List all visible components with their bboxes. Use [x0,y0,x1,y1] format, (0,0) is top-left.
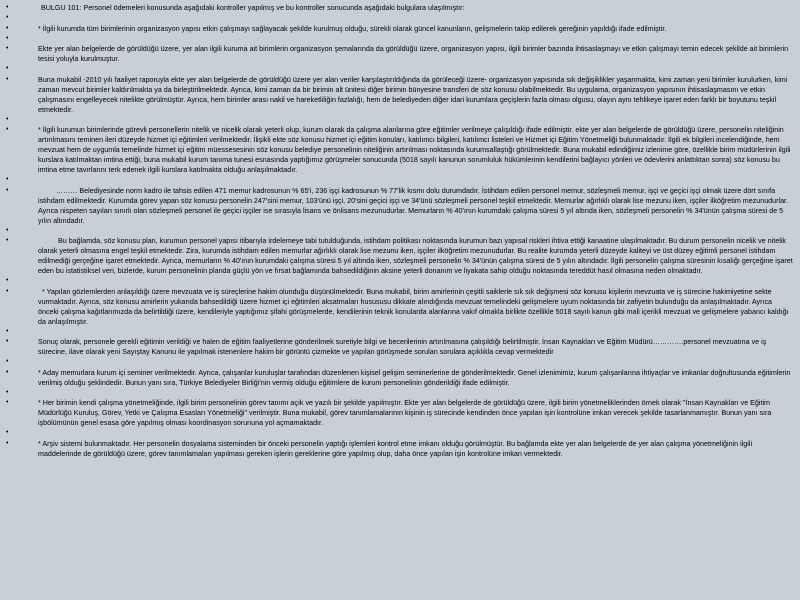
paragraph-text: * İlgili kurumun birimlerinde görevli personellerin nitelik ve nicelik olarak yeterli olup, kurum olarak da çalışma alanlarına göre eğitimler verilmeye çalışıldığı ifade edilmiştir. ekte yer alan belgelerde de görüldüğü üzere, personelin niteliğinin artırılmasını teminen ileri düzeyde hizmet içi eğitimleri verilmektedir. İlişikli ekte söz konusu hizmet içi eğitim konuları, katılımcı bilgileri, katılımcı listeleri ve Hizmet içi Eğitim Yönetmeliği bulunmaktadır. İlgili ek bilgileri incelendiğinde, hem mevzuat hem de uygumla temelinde hizmet içi eğitim müessesesinin söz konusu belediye personelinin niteliğinin artırılması noktasında kurumsallaştığı görülmektedir. Buna mukabil edindiğimiz izlenime göre, özellikle birim müdürlerinin ilgili kurslara katılmaktan imtina ettiği, buna mukabil kurum tanıma tunesi esnasında yaptığımız görüşmeler sonucunda (5018 sayılı kanunun sorumluluk hükümlerinin kendilerini bağlayıcı yönleri ve ödevlerini anlattıktan sonra) söz konusu bu imtina etme tavırlarını terk edenek ilgili kurslara katılmakta olduğu anlaşılmaktadır. [38,126,791,174]
bullet-icon: • [6,368,9,376]
list-item [6,388,794,399]
paragraph-text: ……… Belediyesinde norm kadro ile tahsis edilen 471 memur kadrosunun % 65'i, 236 işçi kadrosunun % 77'lik kısmı dolu durumdadır. İstihdam edilen personel memur, sözleşmeli memur, işçi ve geçici işçi olmak üzere dört sınıfa istihdam edilmektedir. Kurumda görev yapan söz konusu personelin 247'sini memur, 103'ünü işçi, 20'sini geçici işçi ve 34'ünü sözleşmeli personel teşkil etmektedir. Memurlar ağırlıklı olarak lise mezunu iken, işçiler ilköğretim mezunudurlar. Ayrıca nispeten sayıları sınırlı olan sözleşmeli personel ile geçici işçiler ise sırasıyla lisans ve önlisans mezunudurlar. Memurların % 40'ının kurumdaki çalışma süresi 5 yıl altında iken, sözleşmeli personelin % 34'ünün çalışma süresi de 5 yılın altındadır. [38,186,789,225]
list-item [6,175,794,186]
list-item [6,115,794,126]
bullet-icon: • [6,358,9,365]
list-item [6,186,794,226]
list-item [6,276,794,287]
bullet-icon: • [6,14,9,21]
list-item [6,368,794,388]
bullet-icon: • [6,115,9,123]
list-item [6,287,794,327]
list-item [6,34,794,45]
list-item [6,226,794,237]
bullet-icon: • [6,65,9,72]
bullet-icon: • [6,399,9,406]
bullet-icon: • [6,226,9,234]
bullet-icon: • [6,126,9,133]
findings-list [6,3,794,459]
paragraph-text: * Aday memurlara kurum içi seminer verilmektedir. Ayrıca, çalışanlar kuruluşlar tarafından düzenlenen kişisel gelişim seminerlerine de gönderilmektedir. Genel izlenimimiz, kurum çalışanlarına ihtiyaçlar ve imkanlar doğrultusunda eğitimlerin verilmiş olduğu şeklindedir. Bunun yanı sıra, Türkiye Belediyeler Birliği'nin vermiş olduğu eğitimlere de kurum personelinin gönderildiği ifade edilmiştir. [38,368,791,387]
bullet-icon: • [6,4,9,11]
bullet-icon: • [6,186,9,194]
bullet-icon: • [6,439,9,447]
list-item [6,398,794,428]
bullet-icon: • [6,176,9,183]
bullet-icon: • [6,75,9,83]
finding-title: BULGU 101: Personel ödemeleri konusunda aşağıdaki kontroller yapılmış ve bu kontroller sonucunda aşağıdaki bulgulara ulaşılmıştır: [41,4,465,12]
list-item [6,337,794,357]
list-item [6,64,794,75]
paragraph-text: Bu bağlamda, söz konusu plan, kurumun personel yapısı itibarıyla irdelemeye tabi tutulduğunda, istihdam politikası noktasında kurumun bazı yapısal riskleri ihtiva ettiği kanaatine ulaşılmaktadır. Bu durum personelin nicelik ve nitelik olarak yeterli olmasına engel teşkil etmektedir. Zira, kurumda istihdam edilen memurlar ağırlıklı olarak lise mezunu iken, işçiler ilköğretim mezunudurlar. Bu realite kurumda yeterli düzeyde kaliteyi ve üst düzey eğitimli personel istihdam edilmediği gerçeğine işaret etmektedir. Ayrıca, memurların % 40'ının kurumdaki çalışma süresi 5 yıl altında iken, sözleşmeli personelin % 34'ünün çalışma süresi de 5 yılın altındadır. İlgili personelin çalışma süresinin kısalığı gerçeğine işaret eden bu istatistiksel veri, bizlerde, kurum personelinin planda güçlü yön ve fırsat bağlamında bahsedildiğinin aksine yeterli donanım ve liyakata sahip olduğu noktasında tereddüt hasıl olmasına neden olmaktadır. [38,237,793,275]
paragraph-text: Ekte yer alan belgelerde de görüldüğü üzere, yer alan ilgili kuruma ait birimlerin organizasyon şemalarında da görüldüğü üzere, organizasyon yapısı, ilgili birimler bazında ihtisaslaşmayı ve etkin çalışmayı temin edecek şekilde ait birimlerin tesisi yoluyla kurulmuştur. [38,45,789,63]
bullet-icon: • [6,45,9,52]
paragraph-text: * Her birimin kendi çalışma yönetmeliğinde, ilgili birim personelinin görev tanımı açık ve yazılı bir şekilde yapılmıştır. Ekte yer alan belgelerde de görüldüğü üzere, ilgili birim yönetmeliklerinden örnek olarak "İnsan Kaynakları ve Eğitim Müdürlüğü Kuruluş, Görev, Yetki ve Çalışma Esasları Yönetmeliği" verilmiştir. Buna mukabil, görev tanımlamalarının kişinin iş sürecinde kendinden önce yapılan işin kontrolüne imkan verecek şekilde tasarlanmamıştır. Bunun yanı sıra işbölümünün genel esasa göre yapılmış olması koordinasyon sorununa yol açmamaktadır. [38,399,772,427]
list-item [6,24,794,34]
list-item [6,428,794,439]
list-item [6,439,794,459]
list-item [6,125,794,175]
list-item [6,357,794,368]
list-item [6,236,794,276]
bullet-icon: • [6,338,9,345]
bullet-icon: • [6,388,9,396]
list-item [6,75,794,115]
bullet-icon: • [6,34,9,42]
paragraph-text: * Arşiv sistemi bulunmaktadır. Her personelin dosyalama sisteminden bir önceki personelin yaptığı işlemleri kontrol etme imkanı olduğu görülmüştür. Bu bağlamda ekte yer alan belgelerde de yer alan çalışma yönetmeliğinin ilgili maddelerinde de görüldüğü üzere, görev tanımlamaları yapılması gereken işlerin gereklerine göre yapılmış olup, daha önce yapılan işin kontrolüne imkan vermektedir. [38,439,753,458]
list-item [6,3,794,13]
list-item [6,13,794,24]
list-item [6,44,794,64]
paragraph-text: * Yapılan gözlemlerden anlaşıldığı üzere mevzuata ve iş süreçlerine hakim olunduğu düşünülmektedir. Buna mukabil, birim amirlerinin çeşitli saiklerle sık sık değişmesi söz konusu kişilerin mevzuata ve iş sürecine hakimiyetine sekte vurmaktadır. Ayrıca, söz konusu amirlerin yukarıda bahsedildiği üzere hizmet içi eğitimleri aksatmaları husususu dikkate alındığında mevzuat temelindeki gelişmelere uyum noktasında bir zafiyetin bulunduğu da anlaşılmaktadır. Ayrıca önceki çalışma kağıtlarımızda da belirtildiği üzere, kendileriyle yaptığımız şifahi görüşmelerde, kendilerinin teknik konularda alanlarına vakıf olmakla birlikte özellikle 5018 sayılı kanun gibi mali içerikli mevzuat ve gelişmelere yabancı kaldığı da anlaşılmıştır. [38,287,789,326]
bullet-icon: • [6,277,9,284]
paragraph-text: Sonuç olarak, personele gerekli eğitimin verildiği ve halen de eğitim faaliyetlerine gönderilmek suretiyle bilgi ve becerilerinin artırılmasına çalışıldığı belirtilmiştir. İnsan Kaynakları ve Eğitim Müdürü………….personel mevzuatına ve iş sürecine, ilave olarak yeni Sayıştay Kanunu ile yapılmak istenenlere hakim bir görüntü çizmekte ve yapılan görüşmede sorulan sorulara açıklıkla cevap vermektedir [38,338,767,356]
paragraph-text: * İlgili kurumda tüm birimlerinin organizasyon yapısı etkin çalışmayı sağlayacak şekilde kurulmuş olduğu, sürekli olarak güncel kanunların, gelişmelerin takip edilerek gereğinin yapıldığı ifade edilmiştir. [38,24,667,33]
paragraph-text: Buna mukabil -2010 yılı faaliyet raporuyla ekte yer alan belgelerde de görüldüğü üzere yer alan veriler karşılaştırıldığında da görüleceği üzere- organizasyon yapısında sık değişiklikler yaşanmakta, kimi zaman yeni birimler kurulurken, kimi zaman mevcut birimler kaldırılmakta ya da birleştirilmektedir. Ayrıca, kimi zaman da bir birimin alt ünitesi diğer birimin bünyesine transferi de söz konusu olabilmektedir. Bu uygulama, organizasyon yapısının ihtisaslaşmasını ve etkin çalışmasını engelleyecek nitelikte görülmüştür. Ayrıca, hem birimler arası nakil ve hareketliliğin fazlalığı, hem de belediyeden diğer idari kurumlara geçişlerin fazla olması olgusu, olayın aynı tehlikeye işaret eden farklı bir boyutunu teşkil etmektedir. [38,75,788,114]
bullet-icon: • [6,429,9,436]
list-item [6,327,794,338]
bullet-icon: • [6,237,9,244]
bullet-icon: • [6,287,9,295]
bullet-icon: • [6,327,9,335]
bullet-icon: • [6,24,9,32]
